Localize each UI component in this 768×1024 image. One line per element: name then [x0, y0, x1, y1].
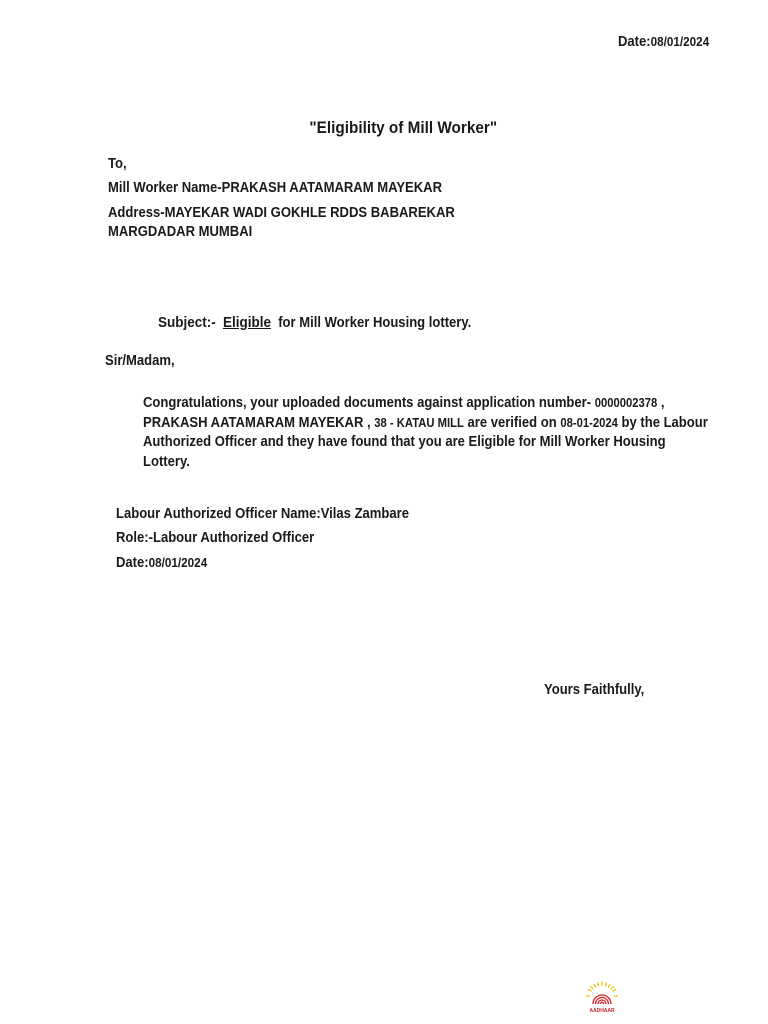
- mill-name: 38 - KATAU MILL: [374, 415, 464, 430]
- aadhaar-logo-text: AADHAAR: [589, 1008, 615, 1014]
- verified-date: 08-01-2024: [560, 415, 618, 430]
- header-date: [618, 34, 709, 50]
- subject-status: Eligible: [222, 314, 271, 331]
- officer-name: Labour Authorized Officer Name:Vilas Zambare: [116, 506, 409, 522]
- officer-date-label: Date:: [116, 555, 149, 571]
- officer-date-value: 08/01/2024: [148, 555, 208, 570]
- subject-line: [158, 314, 471, 331]
- recipient-to: To,: [108, 156, 127, 172]
- aadhaar-logo-graphic: [583, 980, 621, 1014]
- page-title: "Eligibility of Mill Worker": [309, 118, 497, 137]
- officer-date: [116, 555, 207, 571]
- subject-text: for Mill Worker Housing lottery.: [278, 315, 472, 331]
- recipient-address-line2: MARGDADAR MUMBAI: [108, 224, 253, 240]
- recipient-name: Mill Worker Name-PRAKASH AATAMARAM MAYEKAR: [108, 180, 443, 196]
- closing: Yours Faithfully,: [544, 682, 645, 698]
- body-paragraph: Congratulations, your uploaded documents against application number- 0000002378 , PRAKASH AATAMARAM MAYEKAR , 38 - KATAU MILL are verified on 08-01-2024 by the Labour Authorized Officer and they have found that you are Eligible for Mill Worker Housing Lottery.: [143, 395, 708, 470]
- salutation: Sir/Madam,: [105, 353, 175, 369]
- applicant-name: PRAKASH AATAMARAM MAYEKAR: [143, 414, 364, 431]
- subject-label: Subject:-: [158, 314, 216, 331]
- officer-role: Role:-Labour Authorized Officer: [116, 530, 315, 546]
- application-number: 0000002378: [594, 396, 658, 410]
- aadhaar-logo-icon: [583, 980, 621, 1014]
- header-date-label: Date:: [618, 34, 651, 50]
- header-date-value: 08/01/2024: [650, 34, 710, 49]
- recipient-address-line1: Address-MAYEKAR WADI GOKHLE RDDS BABAREKAR: [108, 205, 455, 221]
